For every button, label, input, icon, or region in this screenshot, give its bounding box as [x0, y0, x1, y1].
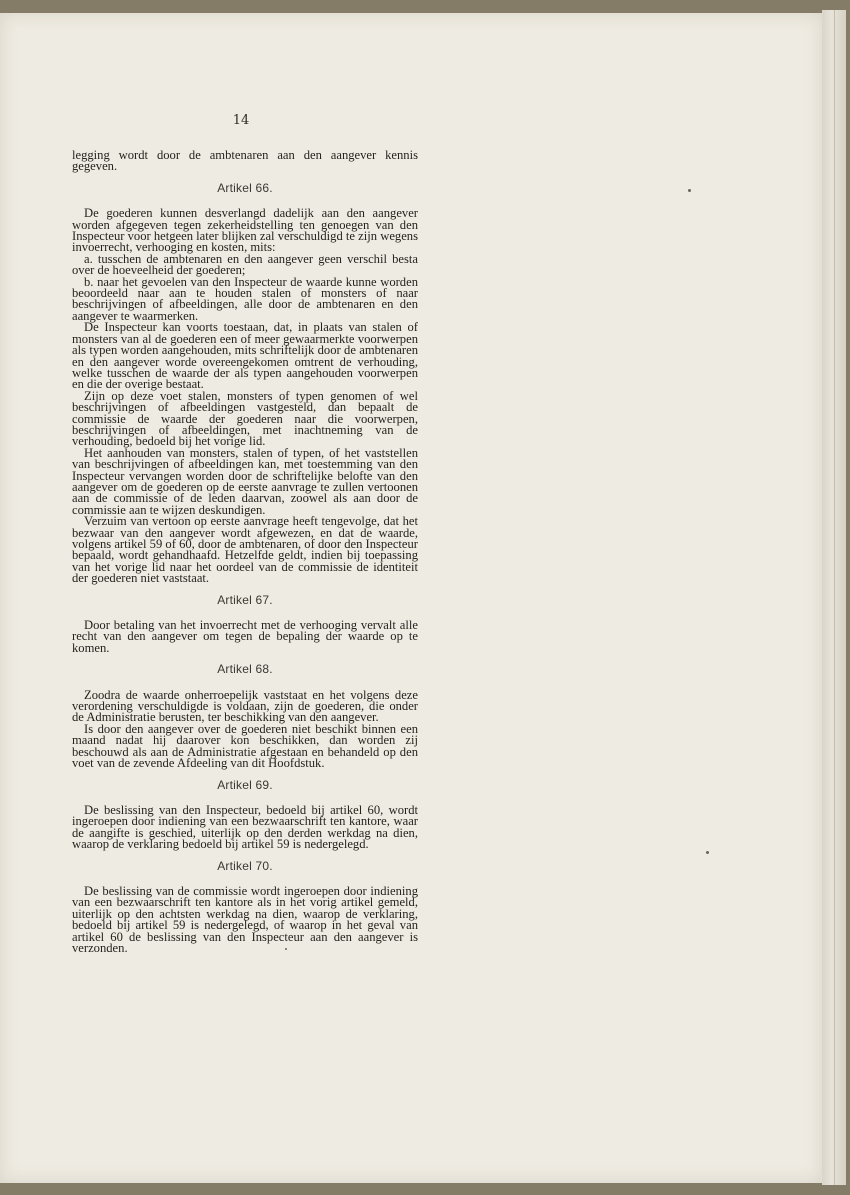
- article-heading: Artikel 70.: [217, 858, 273, 873]
- paragraph: Het aanhouden van monsters, stalen of typen, of het vaststellen van beschrijvingen of afbeeldingen kan, met toestemming van den Inspecteur vervangen worden door de schriftelijke belofte van den aangever om de goederen op de eerste aanvrage te zullen vertoonen aan de commissie of de leden daarvan, zoowel als aan door de commissie aan te wijzen deskundigen.: [72, 445, 418, 517]
- page-number: 14: [232, 113, 250, 128]
- article-heading: Artikel 68.: [217, 662, 273, 677]
- paragraph: Zijn op deze voet stalen, monsters of typen genomen of wel beschrijvingen of afbeeldingen vastgesteld, dan bepaalt de commissie de waarde der goederen naar die voorwerpen, beschrijvingen of afbeeldingen, met inachtneming van de verhouding, bedoeld bij het vorige lid.: [72, 388, 418, 449]
- article-heading: Artikel 66.: [217, 180, 273, 195]
- paragraph: Verzuim van vertoon op eerste aanvrage heeft tengevolge, dat het bezwaar van den aangever wordt afgewezen, en dat de waarde, volgens artikel 59 of 60, door de ambtenaren, of door den Inspecteur bepaald, wordt gehandhaafd. Hetzelfde geldt, indien bij toepassing van het vorige lid naar het oordeel van de commissie de identiteit der goederen niet vaststaat.: [72, 514, 418, 586]
- paragraph: legging wordt door de ambtenaren aan den aangever kennis gegeven.: [72, 148, 418, 174]
- paragraph: De beslissing van den Inspecteur, bedoeld bij artikel 60, wordt ingeroepen door indiening van een bezwaarschrift ten kantore, waar de aangifte is geschied, uiterlijk op den derden werkdag na dien, waarop de verklaring bedoeld bij artikel 59 is nedergelegd.: [72, 802, 418, 852]
- document-body: [72, 150, 418, 954]
- paragraph: Is door den aangever over de goederen niet beschikt binnen een maand nadat hij daarover kon beschikken, dan worden zij beschouwd als aan de Administratie afgestaan en behandeld op den voet van de zevende Afdeeling van dit Hoofdstuk.: [72, 721, 418, 771]
- paragraph: Door betaling van het invoerrecht met de verhooging vervalt alle recht van den aangever om tegen de bepaling der waarde op te komen.: [72, 618, 418, 655]
- paragraph: De Inspecteur kan voorts toestaan, dat, in plaats van stalen of monsters van al de goederen een of meer gewaarmerkte voorwerpen als typen worden aangehouden, mits schriftelijk door de ambtenaren en den aangever worde overeengekomen omtrent de verhouding, welke tusschen de waarde der als typen aangehouden voorwerpen en die der overige bestaat.: [72, 320, 418, 392]
- paragraph: De goederen kunnen desverlangd dadelijk aan den aangever worden afgegeven tegen zekerheidstelling ten genoegen van den Inspecteur voor hetgeen later blijken zal verschuldigd te zijn wegens invoerrecht, verhooging en kosten, mits:: [72, 206, 418, 255]
- paragraph: a. tusschen de ambtenaren en den aangever geen verschil besta over de hoeveelheid der goederen;: [72, 251, 418, 278]
- page-edge-line: [834, 10, 835, 1185]
- paper-speck: [688, 189, 691, 192]
- paragraph: Zoodra de waarde onherroepelijk vaststaat en het volgens deze verordening verschuldigde is voldaan, zijn de goederen, die onder de Administratie berusten, ter beschikking van den aangever.: [72, 687, 418, 725]
- paragraph: b. naar het gevoelen van den Inspecteur de waarde kunne worden beoordeeld naar aan te houden stalen of monsters of naar beschrijvingen of afbeeldingen, alle door de ambtenaren en den aangever te waarmerken.: [72, 274, 418, 323]
- paragraph: De beslissing van de commissie wordt ingeroepen door indiening van een bezwaarschrift ten kantore als in het vorig artikel gemeld, uiterlijk op den achtsten werkdag na dien, waarop de verklaring, bedoeld bij artikel 59 is nedergelegd, of waarop in het geval van artikel 60 de beslissing van den Inspecteur aan den aangever is verzonden.: [72, 883, 418, 955]
- paper-speck: [706, 851, 709, 854]
- article-heading: Artikel 67.: [217, 592, 273, 607]
- article-heading: Artikel 69.: [217, 777, 273, 792]
